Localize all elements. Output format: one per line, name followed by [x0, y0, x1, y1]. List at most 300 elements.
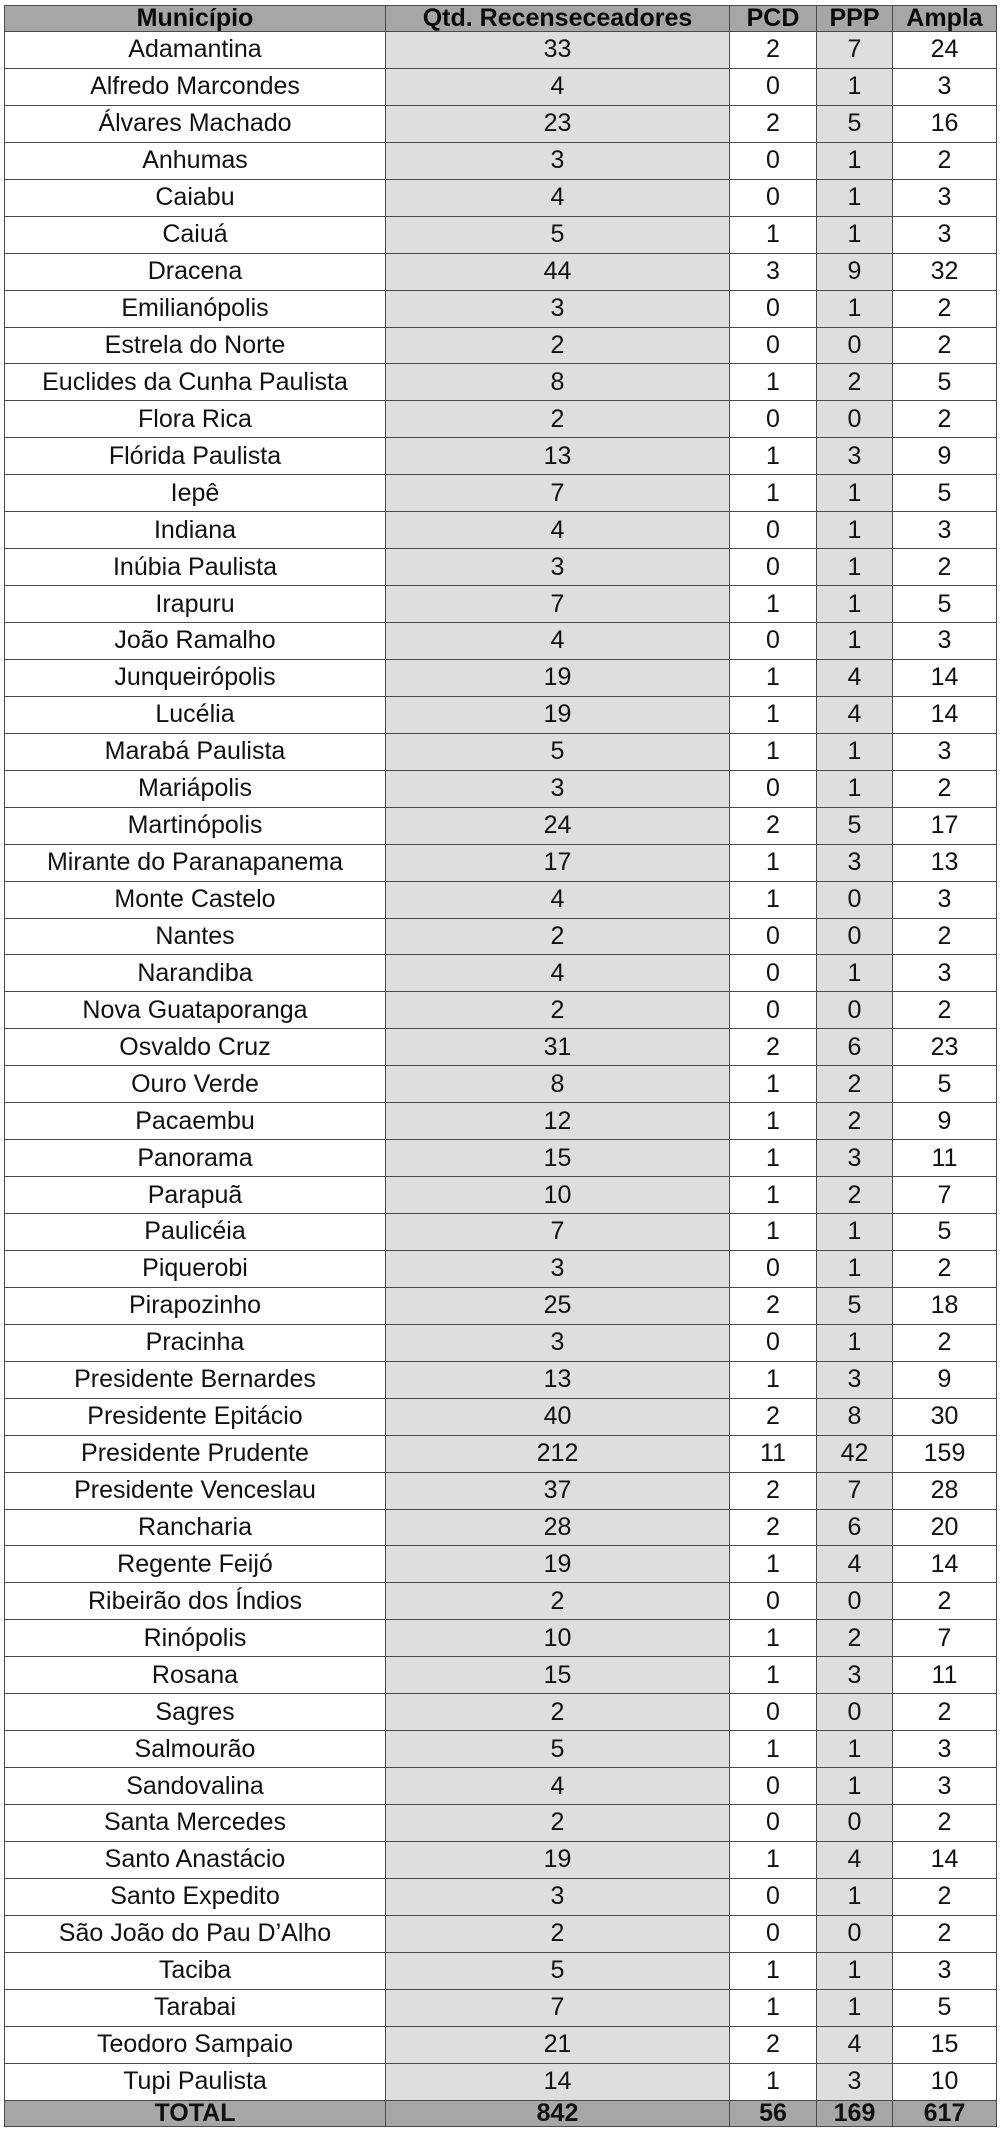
cell-qtd: 3 — [386, 1324, 730, 1361]
total-pcd: 56 — [730, 2101, 817, 2127]
table-row — [5, 1324, 997, 1361]
cell-ppp: 6 — [817, 1029, 893, 1066]
header-municipio: Município — [5, 6, 386, 32]
cell-pcd: 1 — [730, 1952, 817, 1989]
cell-ampla: 28 — [893, 1472, 997, 1509]
cell-ampla: 14 — [893, 1841, 997, 1878]
cell-ppp: 5 — [817, 105, 893, 142]
cell-pcd: 0 — [730, 179, 817, 216]
cell-ppp: 1 — [817, 549, 893, 586]
cell-qtd: 4 — [386, 881, 730, 918]
cell-ppp: 7 — [817, 32, 893, 69]
cell-municipio: Euclides da Cunha Paulista — [5, 364, 386, 401]
table-row — [5, 1250, 997, 1287]
cell-municipio: Flórida Paulista — [5, 438, 386, 475]
table-row — [5, 586, 997, 623]
cell-ppp: 0 — [817, 1583, 893, 1620]
table-row — [5, 549, 997, 586]
cell-pcd: 0 — [730, 1583, 817, 1620]
table-row — [5, 844, 997, 881]
table-row — [5, 142, 997, 179]
cell-ppp: 1 — [817, 1731, 893, 1768]
cell-ppp: 1 — [817, 475, 893, 512]
cell-ppp: 2 — [817, 1620, 893, 1657]
cell-ppp: 3 — [817, 1657, 893, 1694]
cell-ampla: 7 — [893, 1177, 997, 1214]
cell-ppp: 0 — [817, 327, 893, 364]
cell-municipio: Irapuru — [5, 586, 386, 623]
total-label: TOTAL — [5, 2101, 386, 2127]
cell-ampla: 5 — [893, 475, 997, 512]
cell-ampla: 159 — [893, 1435, 997, 1472]
cell-ppp: 0 — [817, 992, 893, 1029]
cell-ppp: 1 — [817, 1878, 893, 1915]
cell-municipio: Marabá Paulista — [5, 733, 386, 770]
cell-municipio: Panorama — [5, 1140, 386, 1177]
cell-ppp: 9 — [817, 253, 893, 290]
cell-pcd: 0 — [730, 1694, 817, 1731]
cell-qtd: 24 — [386, 807, 730, 844]
cell-ppp: 1 — [817, 216, 893, 253]
cell-pcd: 0 — [730, 1324, 817, 1361]
cell-pcd: 1 — [730, 1657, 817, 1694]
table-row — [5, 179, 997, 216]
cell-qtd: 19 — [386, 1841, 730, 1878]
table-row — [5, 1177, 997, 1214]
cell-municipio: Rosana — [5, 1657, 386, 1694]
table-row — [5, 1214, 997, 1251]
cell-municipio: Álvares Machado — [5, 105, 386, 142]
cell-pcd: 0 — [730, 770, 817, 807]
cell-pcd: 2 — [730, 807, 817, 844]
cell-pcd: 1 — [730, 1177, 817, 1214]
cell-qtd: 7 — [386, 586, 730, 623]
cell-qtd: 7 — [386, 475, 730, 512]
cell-ampla: 3 — [893, 179, 997, 216]
cell-municipio: Caiuá — [5, 216, 386, 253]
cell-ampla: 23 — [893, 1029, 997, 1066]
table-row — [5, 1472, 997, 1509]
cell-ampla: 3 — [893, 216, 997, 253]
cell-qtd: 2 — [386, 401, 730, 438]
cell-qtd: 3 — [386, 290, 730, 327]
cell-pcd: 0 — [730, 1768, 817, 1805]
cell-ampla: 2 — [893, 142, 997, 179]
cell-ppp: 1 — [817, 770, 893, 807]
cell-municipio: Lucélia — [5, 696, 386, 733]
cell-municipio: Narandiba — [5, 955, 386, 992]
cell-municipio: Adamantina — [5, 32, 386, 69]
cell-qtd: 37 — [386, 1472, 730, 1509]
cell-ppp: 7 — [817, 1472, 893, 1509]
cell-qtd: 15 — [386, 1657, 730, 1694]
cell-pcd: 0 — [730, 1878, 817, 1915]
cell-qtd: 14 — [386, 2063, 730, 2100]
cell-ampla: 2 — [893, 1915, 997, 1952]
cell-municipio: Presidente Prudente — [5, 1435, 386, 1472]
cell-municipio: Rancharia — [5, 1509, 386, 1546]
cell-pcd: 1 — [730, 2063, 817, 2100]
table-row — [5, 32, 997, 69]
cell-municipio: Parapuã — [5, 1177, 386, 1214]
cell-ampla: 3 — [893, 1731, 997, 1768]
cell-ppp: 3 — [817, 1140, 893, 1177]
table-header-row — [5, 6, 997, 32]
cell-municipio: Pacaembu — [5, 1103, 386, 1140]
cell-pcd: 1 — [730, 1620, 817, 1657]
table-row — [5, 1361, 997, 1398]
cell-ppp: 0 — [817, 881, 893, 918]
cell-qtd: 4 — [386, 955, 730, 992]
cell-ppp: 2 — [817, 1066, 893, 1103]
cell-ampla: 15 — [893, 2026, 997, 2063]
table-row — [5, 1103, 997, 1140]
cell-qtd: 5 — [386, 1731, 730, 1768]
table-row — [5, 2063, 997, 2100]
cell-qtd: 19 — [386, 1546, 730, 1583]
cell-pcd: 0 — [730, 290, 817, 327]
cell-pcd: 0 — [730, 401, 817, 438]
cell-pcd: 1 — [730, 881, 817, 918]
cell-municipio: Taciba — [5, 1952, 386, 1989]
cell-ppp: 0 — [817, 1805, 893, 1842]
cell-pcd: 1 — [730, 1989, 817, 2026]
cell-ampla: 3 — [893, 623, 997, 660]
cell-municipio: Ribeirão dos Índios — [5, 1583, 386, 1620]
cell-ampla: 9 — [893, 1103, 997, 1140]
cell-ppp: 1 — [817, 142, 893, 179]
cell-ampla: 3 — [893, 881, 997, 918]
cell-ampla: 3 — [893, 68, 997, 105]
cell-ppp: 1 — [817, 586, 893, 623]
cell-ampla: 2 — [893, 1878, 997, 1915]
cell-ampla: 2 — [893, 918, 997, 955]
table-row — [5, 68, 997, 105]
cell-ampla: 11 — [893, 1657, 997, 1694]
table-row — [5, 105, 997, 142]
table-row — [5, 2026, 997, 2063]
cell-qtd: 5 — [386, 1952, 730, 1989]
cell-pcd: 2 — [730, 1287, 817, 1324]
cell-ampla: 14 — [893, 659, 997, 696]
cell-pcd: 1 — [730, 1841, 817, 1878]
cell-municipio: Emilianópolis — [5, 290, 386, 327]
cell-ppp: 1 — [817, 1324, 893, 1361]
cell-ppp: 4 — [817, 1546, 893, 1583]
cell-ppp: 1 — [817, 68, 893, 105]
cell-municipio: Pirapozinho — [5, 1287, 386, 1324]
cell-qtd: 21 — [386, 2026, 730, 2063]
cell-municipio: Rinópolis — [5, 1620, 386, 1657]
cell-pcd: 1 — [730, 1214, 817, 1251]
cell-pcd: 0 — [730, 512, 817, 549]
table-row — [5, 659, 997, 696]
cell-ppp: 0 — [817, 1694, 893, 1731]
cell-ppp: 2 — [817, 364, 893, 401]
cell-ampla: 13 — [893, 844, 997, 881]
table-row — [5, 1694, 997, 1731]
cell-qtd: 3 — [386, 142, 730, 179]
cell-ampla: 14 — [893, 1546, 997, 1583]
cell-ppp: 0 — [817, 918, 893, 955]
cell-qtd: 5 — [386, 733, 730, 770]
cell-qtd: 33 — [386, 32, 730, 69]
cell-qtd: 25 — [386, 1287, 730, 1324]
cell-qtd: 2 — [386, 1694, 730, 1731]
table-row — [5, 216, 997, 253]
total-ampla: 617 — [893, 2101, 997, 2127]
table-row — [5, 1841, 997, 1878]
cell-municipio: Salmourão — [5, 1731, 386, 1768]
table-row — [5, 327, 997, 364]
table-row — [5, 1620, 997, 1657]
cell-ampla: 2 — [893, 327, 997, 364]
table-row — [5, 733, 997, 770]
table-row — [5, 1768, 997, 1805]
cell-qtd: 3 — [386, 1878, 730, 1915]
cell-municipio: Estrela do Norte — [5, 327, 386, 364]
cell-municipio: Mirante do Paranapanema — [5, 844, 386, 881]
cell-pcd: 1 — [730, 1546, 817, 1583]
header-pcd: PCD — [730, 6, 817, 32]
cell-municipio: Pracinha — [5, 1324, 386, 1361]
cell-pcd: 1 — [730, 659, 817, 696]
cell-qtd: 3 — [386, 1250, 730, 1287]
cell-pcd: 1 — [730, 1361, 817, 1398]
cell-municipio: Paulicéia — [5, 1214, 386, 1251]
cell-ampla: 3 — [893, 1768, 997, 1805]
table-row — [5, 696, 997, 733]
cell-ampla: 24 — [893, 32, 997, 69]
cell-qtd: 8 — [386, 1066, 730, 1103]
cell-municipio: Ouro Verde — [5, 1066, 386, 1103]
cell-ampla: 2 — [893, 1250, 997, 1287]
cell-pcd: 1 — [730, 1140, 817, 1177]
cell-ampla: 5 — [893, 586, 997, 623]
table-row — [5, 881, 997, 918]
cell-municipio: Inúbia Paulista — [5, 549, 386, 586]
table-row — [5, 253, 997, 290]
cell-pcd: 1 — [730, 216, 817, 253]
table-row — [5, 992, 997, 1029]
cell-municipio: Regente Feijó — [5, 1546, 386, 1583]
cell-qtd: 2 — [386, 1805, 730, 1842]
cell-ppp: 3 — [817, 438, 893, 475]
table-row — [5, 807, 997, 844]
cell-pcd: 1 — [730, 733, 817, 770]
cell-qtd: 212 — [386, 1435, 730, 1472]
cell-qtd: 4 — [386, 1768, 730, 1805]
cell-ampla: 32 — [893, 253, 997, 290]
cell-ppp: 4 — [817, 696, 893, 733]
cell-ampla: 3 — [893, 955, 997, 992]
cell-ppp: 1 — [817, 1989, 893, 2026]
table-row — [5, 1915, 997, 1952]
table-row — [5, 475, 997, 512]
cell-ampla: 5 — [893, 1066, 997, 1103]
cell-qtd: 40 — [386, 1398, 730, 1435]
cell-municipio: Teodoro Sampaio — [5, 2026, 386, 2063]
cell-municipio: São João do Pau D’Alho — [5, 1915, 386, 1952]
cell-qtd: 4 — [386, 179, 730, 216]
cell-qtd: 13 — [386, 438, 730, 475]
table-row — [5, 770, 997, 807]
cell-ampla: 5 — [893, 1214, 997, 1251]
table-row — [5, 290, 997, 327]
cell-pcd: 0 — [730, 955, 817, 992]
cell-municipio: Tarabai — [5, 1989, 386, 2026]
table-row — [5, 364, 997, 401]
cell-pcd: 0 — [730, 68, 817, 105]
cell-municipio: Piquerobi — [5, 1250, 386, 1287]
cell-ampla: 20 — [893, 1509, 997, 1546]
cell-ppp: 2 — [817, 1103, 893, 1140]
cell-municipio: Flora Rica — [5, 401, 386, 438]
cell-qtd: 15 — [386, 1140, 730, 1177]
cell-ampla: 3 — [893, 512, 997, 549]
cell-pcd: 0 — [730, 1805, 817, 1842]
header-ampla: Ampla — [893, 6, 997, 32]
cell-municipio: Monte Castelo — [5, 881, 386, 918]
cell-municipio: Presidente Venceslau — [5, 1472, 386, 1509]
cell-pcd: 1 — [730, 1066, 817, 1103]
table-row — [5, 1657, 997, 1694]
cell-qtd: 5 — [386, 216, 730, 253]
cell-pcd: 0 — [730, 623, 817, 660]
cell-municipio: Anhumas — [5, 142, 386, 179]
cell-municipio: Dracena — [5, 253, 386, 290]
cell-ampla: 2 — [893, 401, 997, 438]
cell-ampla: 2 — [893, 1805, 997, 1842]
cell-ampla: 3 — [893, 1952, 997, 1989]
header-qtd: Qtd. Recenseceadores — [386, 6, 730, 32]
cell-pcd: 1 — [730, 364, 817, 401]
cell-qtd: 44 — [386, 253, 730, 290]
cell-ppp: 1 — [817, 512, 893, 549]
cell-ppp: 5 — [817, 807, 893, 844]
cell-qtd: 13 — [386, 1361, 730, 1398]
cell-pcd: 1 — [730, 475, 817, 512]
cell-pcd: 0 — [730, 1250, 817, 1287]
cell-municipio: Presidente Epitácio — [5, 1398, 386, 1435]
table-row — [5, 1140, 997, 1177]
cell-ppp: 0 — [817, 401, 893, 438]
cell-qtd: 31 — [386, 1029, 730, 1066]
cell-ppp: 4 — [817, 1841, 893, 1878]
cell-ppp: 3 — [817, 1361, 893, 1398]
cell-pcd: 0 — [730, 549, 817, 586]
table-row — [5, 1287, 997, 1324]
table-body — [5, 32, 997, 2101]
cell-qtd: 28 — [386, 1509, 730, 1546]
cell-qtd: 19 — [386, 696, 730, 733]
table-row — [5, 1989, 997, 2026]
cell-municipio: Alfredo Marcondes — [5, 68, 386, 105]
cell-qtd: 3 — [386, 549, 730, 586]
header-ppp: PPP — [817, 6, 893, 32]
cell-pcd: 1 — [730, 844, 817, 881]
cell-pcd: 2 — [730, 1029, 817, 1066]
total-row — [5, 2101, 997, 2127]
table-row — [5, 401, 997, 438]
cell-qtd: 23 — [386, 105, 730, 142]
cell-pcd: 0 — [730, 327, 817, 364]
cell-ppp: 6 — [817, 1509, 893, 1546]
table-row — [5, 918, 997, 955]
cell-ampla: 14 — [893, 696, 997, 733]
total-ppp: 169 — [817, 2101, 893, 2127]
cell-municipio: Junqueirópolis — [5, 659, 386, 696]
cell-municipio: Sandovalina — [5, 1768, 386, 1805]
table-row — [5, 438, 997, 475]
cell-pcd: 1 — [730, 438, 817, 475]
cell-qtd: 3 — [386, 770, 730, 807]
cell-municipio: Caiabu — [5, 179, 386, 216]
cell-ppp: 5 — [817, 1287, 893, 1324]
cell-ampla: 2 — [893, 1583, 997, 1620]
cell-ampla: 3 — [893, 733, 997, 770]
total-qtd: 842 — [386, 2101, 730, 2127]
cell-qtd: 12 — [386, 1103, 730, 1140]
cell-pcd: 2 — [730, 105, 817, 142]
cell-ampla: 2 — [893, 992, 997, 1029]
cell-pcd: 1 — [730, 696, 817, 733]
cell-pcd: 2 — [730, 2026, 817, 2063]
cell-ppp: 4 — [817, 659, 893, 696]
cell-municipio: Nantes — [5, 918, 386, 955]
municipality-table — [4, 5, 997, 2127]
cell-ampla: 11 — [893, 1140, 997, 1177]
cell-ampla: 2 — [893, 290, 997, 327]
cell-ampla: 2 — [893, 549, 997, 586]
table-row — [5, 1952, 997, 1989]
cell-pcd: 0 — [730, 918, 817, 955]
cell-ampla: 7 — [893, 1620, 997, 1657]
table-row — [5, 1805, 997, 1842]
table-row — [5, 1398, 997, 1435]
cell-ampla: 5 — [893, 1989, 997, 2026]
cell-ppp: 1 — [817, 1952, 893, 1989]
cell-municipio: Nova Guataporanga — [5, 992, 386, 1029]
cell-qtd: 7 — [386, 1989, 730, 2026]
cell-ampla: 30 — [893, 1398, 997, 1435]
cell-ppp: 1 — [817, 623, 893, 660]
cell-pcd: 1 — [730, 586, 817, 623]
cell-ppp: 42 — [817, 1435, 893, 1472]
cell-ppp: 3 — [817, 2063, 893, 2100]
cell-qtd: 4 — [386, 512, 730, 549]
cell-ppp: 1 — [817, 179, 893, 216]
cell-ampla: 16 — [893, 105, 997, 142]
cell-ppp: 1 — [817, 290, 893, 327]
cell-qtd: 4 — [386, 623, 730, 660]
cell-pcd: 1 — [730, 1731, 817, 1768]
cell-municipio: Martinópolis — [5, 807, 386, 844]
cell-qtd: 10 — [386, 1177, 730, 1214]
cell-municipio: João Ramalho — [5, 623, 386, 660]
cell-municipio: Iepê — [5, 475, 386, 512]
cell-qtd: 4 — [386, 68, 730, 105]
cell-ampla: 2 — [893, 1324, 997, 1361]
cell-ppp: 3 — [817, 844, 893, 881]
table-row — [5, 955, 997, 992]
cell-municipio: Tupi Paulista — [5, 2063, 386, 2100]
cell-qtd: 19 — [386, 659, 730, 696]
cell-ppp: 0 — [817, 1915, 893, 1952]
table-row — [5, 1066, 997, 1103]
cell-municipio: Osvaldo Cruz — [5, 1029, 386, 1066]
cell-ampla: 2 — [893, 1694, 997, 1731]
